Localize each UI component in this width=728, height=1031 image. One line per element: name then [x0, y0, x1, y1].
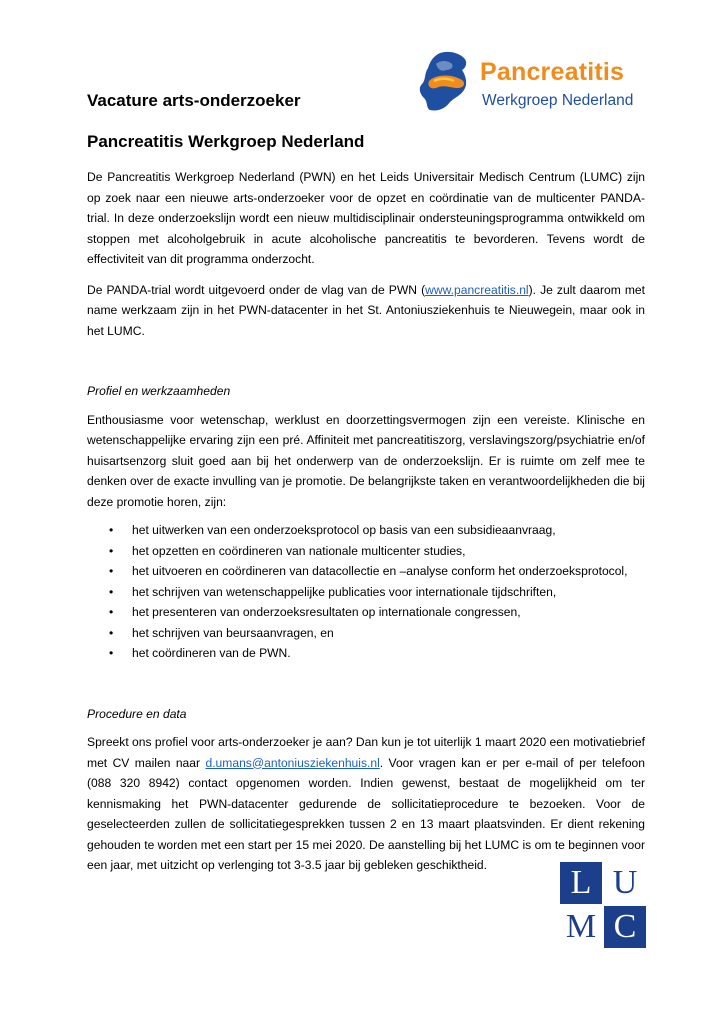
- intro-paragraph-2: [87, 280, 645, 342]
- bullet-icon: •: [109, 543, 114, 558]
- pwn-website-link[interactable]: www.pancreatitis.nl: [425, 282, 529, 297]
- pwn-logo: [416, 50, 646, 116]
- page-subtitle: Pancreatitis Werkgroep Nederland: [87, 132, 365, 151]
- procedure-paragraph: [87, 732, 645, 876]
- list-item: • het opzetten en coördineren van nationale multicenter studies,: [87, 541, 645, 562]
- procedure-heading: Procedure en data: [87, 706, 187, 721]
- lumc-letter-u: U: [604, 862, 646, 904]
- logo-brand-top: Pancreatitis: [480, 58, 625, 86]
- list-item: • het uitvoeren en coördineren van datacollectie en –analyse conform het onderzoeksprotocol,: [87, 561, 645, 582]
- bullet-icon: •: [109, 605, 114, 619]
- procedure-text-before-email: Spreekt ons profiel voor arts-onderzoeker je aan? Dan kun je tot uiterlijk 1 maart 2020 een motivatiebrief met CV mailen naar: [87, 735, 645, 770]
- task-list: [87, 520, 645, 664]
- bullet-icon: •: [109, 646, 114, 660]
- list-item: • het schrijven van beursaanvragen, en: [87, 623, 645, 644]
- document-body: [87, 167, 645, 876]
- profile-heading: Profiel en werkzaamheden: [87, 384, 231, 398]
- lumc-letter-l: L: [560, 862, 602, 904]
- list-item: • het schrijven van wetenschappelijke publicaties voor internationale tijdschriften,: [87, 582, 645, 603]
- page-title: Vacature arts-onderzoeker: [87, 91, 301, 110]
- profile-paragraph: Enthousiasme voor wetenschap, werklust en doorzettingsvermogen zijn een vereiste. Klinische en wetenschappelijke ervaring zijn een pré. Affiniteit met pancreatitiszorg, verslavingszorg/psychiatrie en/of huisartsenzorg sluit goed aan bij het onderwerp van de onderzoekslijn. Er is ruimte om zelf mee te denken over de exacte invulling van je promotie. De belangrijkste taken en verantwoordelijkheden die bij deze promotie horen, zijn:: [87, 412, 645, 509]
- bullet-icon: •: [109, 625, 114, 640]
- list-item: • het uitwerken van een onderzoeksprotocol op basis van een subsidieaanvraag,: [87, 520, 645, 541]
- intro-text-before-link: De PANDA-trial wordt uitgevoerd onder de vlag van de PWN (: [87, 282, 426, 297]
- list-item: • het coördineren van de PWN.: [87, 643, 645, 664]
- list-item: • het presenteren van onderzoeksresultaten op internationale congressen,: [87, 602, 645, 623]
- bullet-icon: •: [109, 523, 114, 537]
- bullet-icon: •: [109, 564, 114, 578]
- netherlands-map-icon: [416, 50, 480, 116]
- procedure-text-after-email: . Voor vragen kan er per e-mail of per telefoon (088 320 8942) contact opgenomen worden. Indien gewenst, bestaat de mogelijkheid om ter kennismaking het PWN-datacenter gedurende de sollicitatieprocedure te bezoeken. Voor de geselecteerden zullen de sollicitatiegesprekken tussen 2 en 13 maart plaatsvinden. Er dient rekening gehouden te worden met een start per 15 mei 2020. De aanstelling bij het LUMC is om te beginnen voor een jaar, met uitzicht op verlenging tot 3-3.5 jaar bij gebleken geschiktheid.: [87, 755, 646, 872]
- logo-brand-bottom: Werkgroep Nederland: [482, 92, 634, 109]
- intro-paragraph-1: De Pancreatitis Werkgroep Nederland (PWN) en het Leids Universitair Medisch Centrum (LUMC) zijn op zoek naar een nieuwe arts-onderzoeker voor de opzet en coördinatie van de multicenter PANDA-trial. In deze onderzoekslijn wordt een nieuw multidisciplinair ondersteuningsprogramma ontwikkeld om stoppen met alcoholgebruik in acute alcoholische pancreatitis te bevorderen. Tevens wordt de effectiviteit van dit programma onderzocht.: [87, 170, 645, 266]
- lumc-logo: [560, 862, 646, 948]
- bullet-icon: •: [109, 584, 114, 599]
- intro-text-after-link: ). Je zult daarom met name werkzaam zijn in het PWN-datacenter in het St. Antoniusziekenhuis te Nieuwegein, maar ook in het LUMC.: [87, 282, 645, 338]
- lumc-letter-c: C: [604, 906, 646, 948]
- lumc-letter-m: M: [560, 906, 602, 948]
- contact-email-link[interactable]: d.umans@antoniusziekenhuis.nl: [205, 755, 380, 770]
